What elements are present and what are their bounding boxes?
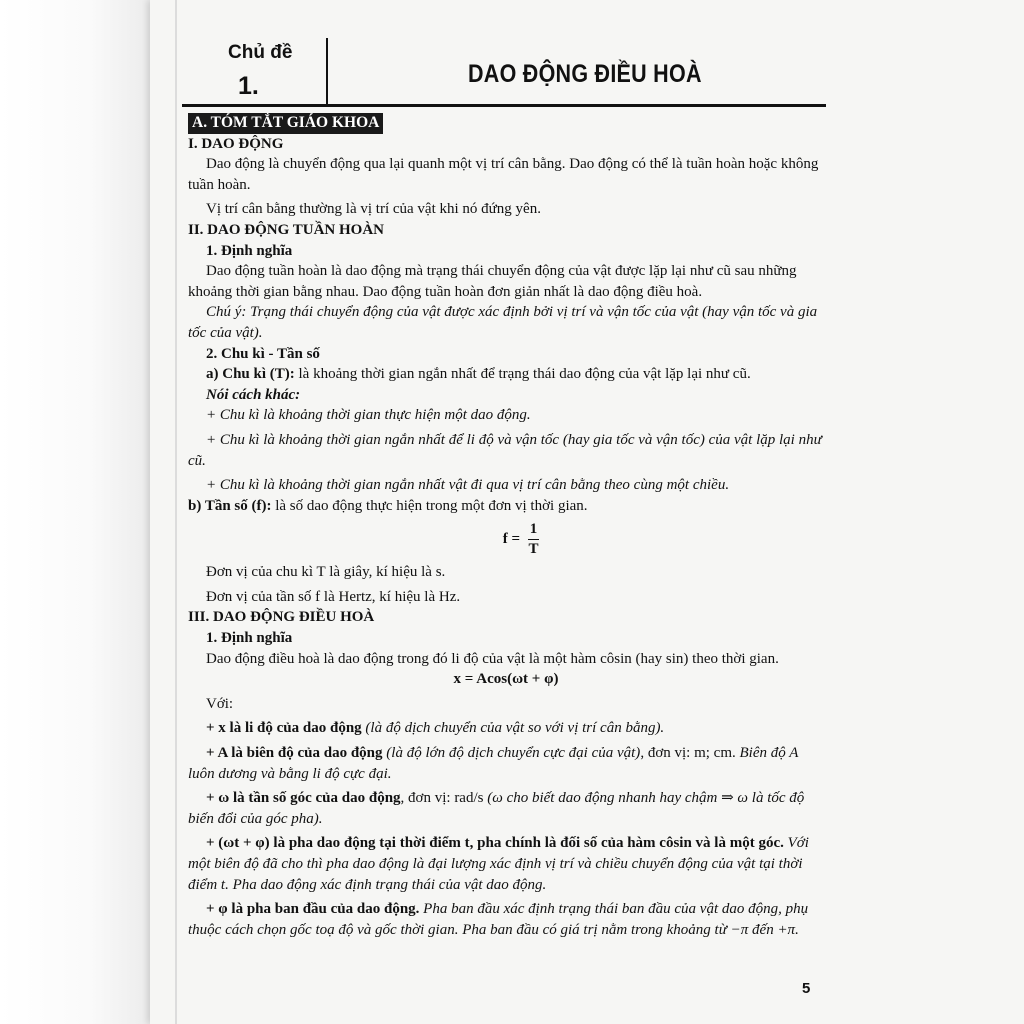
def-phase-term: + (ωt + φ) là pha dao động tại thời điểm t, pha chính là đối số của hàm côsin và là một góc. — [206, 835, 784, 852]
header-divider-vertical — [326, 38, 328, 106]
definition-period — [188, 364, 824, 385]
header-rule — [182, 104, 826, 107]
topic-label: Chủ đề — [228, 42, 293, 63]
subheading-period-frequency: 2. Chu kì - Tần số — [206, 345, 320, 362]
frequency-formula — [188, 516, 824, 562]
def-A-unit: , đơn vị: m; cm. — [640, 745, 736, 762]
page-margin-line — [175, 0, 177, 1024]
bullet: + Chu kì là khoảng thời gian thực hiện một dao động. — [206, 407, 531, 424]
paragraph: Đơn vị của tần số f là Hertz, kí hiệu là Hz. — [206, 588, 461, 605]
def-phi — [188, 899, 824, 940]
paragraph: Vị trí cân bằng thường là vị trí của vật khi nó đứng yên. — [206, 201, 541, 218]
bullet: + Chu kì là khoảng thời gian ngắn nhất vật đi qua vị trí cân bằng theo cùng một chiều. — [206, 477, 730, 494]
paragraph: Đơn vị của chu kì T là giây, kí hiệu là s. — [206, 564, 446, 581]
note: Chú ý: Trạng thái chuyển động của vật được xác định bởi vị trí và vận tốc của vật (hay vận tốc và gia tốc của vật). — [188, 304, 818, 341]
subheading-definition: 1. Định nghĩa — [206, 630, 293, 647]
def-A — [188, 743, 824, 784]
chapter-title: DAO ĐỘNG ĐIỀU HOÀ — [468, 60, 702, 88]
heading-dao-dong-dieu-hoa: III. DAO ĐỘNG ĐIỀU HOÀ — [188, 609, 375, 626]
other-words-label: Nói cách khác: — [206, 386, 301, 403]
paragraph: Dao động điều hoà là dao động trong đó li độ của vật là một hàm côsin (hay sin) theo thời gian. — [206, 650, 779, 667]
def-A-note: Biên độ A luôn dương và bằng li độ cực đại. — [188, 745, 799, 782]
period-label: a) Chu kì (T): — [206, 366, 295, 383]
def-x-term: + x là li độ của dao động — [206, 720, 362, 737]
def-phi-term: + φ là pha ban đầu của dao động. — [206, 901, 420, 918]
page-number: 5 — [802, 980, 811, 997]
def-A-term: + A là biên độ của dao động — [206, 745, 383, 762]
with-label: Với: — [206, 695, 234, 712]
def-phase — [188, 833, 824, 895]
definition-frequency — [188, 496, 824, 517]
page-content — [188, 113, 824, 940]
chapter-header — [182, 38, 826, 108]
harmonic-formula: x = Acos(ωt + φ) — [453, 671, 559, 688]
def-omega-term: + ω là tần số góc của dao động — [206, 790, 401, 807]
frequency-text: là số dao động thực hiện trong một đơn vị thời gian. — [271, 497, 588, 514]
background-area — [0, 0, 150, 1024]
heading-dao-dong: I. DAO ĐỘNG — [188, 135, 284, 152]
section-a-heading: A. TÓM TẮT GIÁO KHOA — [188, 113, 383, 134]
paragraph: Dao động là chuyển động qua lại quanh một vị trí cân bằng. Dao động có thể là tuần hoàn hoặc không tuần hoàn. — [188, 156, 819, 193]
fraction-numerator: 1 — [528, 520, 540, 540]
def-phi-desc: Pha ban đầu xác định trạng thái ban đầu của vật dao động, phụ thuộc cách chọn gốc toạ độ và gốc thời gian. Pha ban đầu có giá trị nằm trong khoảng từ −π đến +π. — [188, 901, 809, 938]
def-x — [188, 718, 824, 739]
period-text: là khoảng thời gian ngắn nhất để trạng thái dao động của vật lặp lại như cũ. — [294, 366, 751, 383]
def-A-desc: (là độ lớn độ dịch chuyển cực đại của vật) — [382, 745, 641, 762]
paragraph: Dao động tuần hoàn là dao động mà trạng thái chuyển động của vật được lặp lại như cũ sau những khoảng thời gian bằng nhau. Dao động tuần hoàn đơn giản nhất là dao động điều hoà. — [188, 263, 797, 300]
fraction-denominator: T — [528, 541, 539, 558]
def-omega-unit: , đơn vị: rad/s — [400, 790, 488, 807]
def-omega — [188, 788, 824, 829]
def-phase-desc: Với một biên độ đã cho thì pha dao động là đại lượng xác định vị trí và chiều chuyển động của vật tại thời điểm t. Pha dao động xác định trạng thái của vật dao động. — [188, 835, 809, 893]
def-x-desc: (là độ dịch chuyển của vật so với vị trí cân bằng). — [361, 720, 665, 737]
heading-dao-dong-tuan-hoan: II. DAO ĐỘNG TUẦN HOÀN — [188, 221, 384, 238]
def-omega-desc: (ω cho biết dao động nhanh hay chậm ⇒ ω là tốc độ biến đổi của góc pha). — [188, 790, 805, 827]
formula-lhs: f = — [502, 531, 521, 548]
topic-number: 1. — [238, 72, 259, 100]
subheading-definition: 1. Định nghĩa — [206, 242, 293, 259]
frequency-label: b) Tần số (f): — [188, 497, 272, 514]
bullet: + Chu kì là khoảng thời gian ngắn nhất để li độ và vận tốc (hay gia tốc và vận tốc) của vật lặp lại như cũ. — [188, 431, 822, 469]
fraction — [528, 520, 540, 559]
